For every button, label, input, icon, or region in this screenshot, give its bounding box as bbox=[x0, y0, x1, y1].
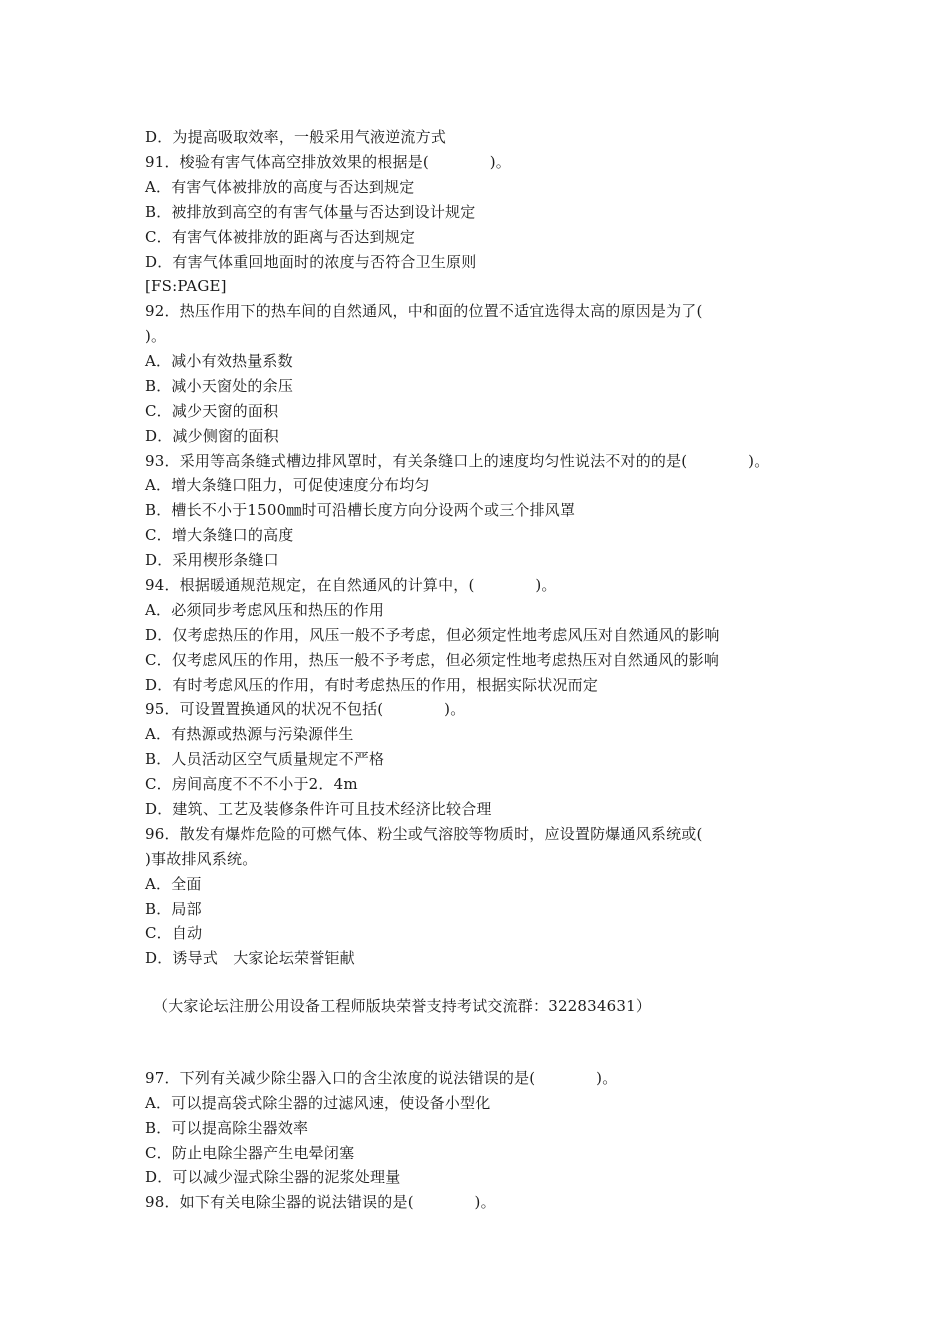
option-line: D．有时考虑风压的作用，有时考虑热压的作用，根据实际状况而定 bbox=[145, 676, 599, 694]
question-96-continued: )事故排风系统。 bbox=[145, 850, 258, 868]
option-line: A．全面 bbox=[145, 875, 202, 893]
text-line: D．为提高吸取效率，一般采用气液逆流方式 bbox=[145, 128, 447, 146]
option-line: A．必须同步考虑风压和热压的作用 bbox=[145, 601, 385, 619]
question-97: 97．下列有关减少除尘器入口的含尘浓度的说法错误的是( )。 bbox=[145, 1069, 618, 1087]
option-line: A．有害气体被排放的高度与否达到规定 bbox=[145, 178, 415, 196]
question-93: 93．采用等高条缝式槽边排风罩时，有关条缝口上的速度均匀性说法不对的的是( )。 bbox=[145, 452, 770, 470]
option-line: B．被排放到高空的有害气体量与否达到设计规定 bbox=[145, 203, 476, 221]
question-98: 98．如下有关电除尘器的说法错误的是( )。 bbox=[145, 1193, 496, 1211]
question-94: 94．根据暖通规范规定，在自然通风的计算中，( )。 bbox=[145, 576, 557, 594]
option-line: A．可以提高袋式除尘器的过滤风速，使设备小型化 bbox=[145, 1094, 491, 1112]
option-line: A．有热源或热源与污染源伴生 bbox=[145, 725, 354, 743]
option-line: D．诱导式 大家论坛荣誉钜献 bbox=[145, 949, 355, 967]
option-line: C．增大条缝口的高度 bbox=[145, 526, 294, 544]
group-note: （大家论坛注册公用设备工程师版块荣誉支持考试交流群：322834631） bbox=[153, 997, 652, 1015]
option-line: A．增大条缝口阻力，可促使速度分布均匀 bbox=[145, 476, 430, 494]
option-line: D．可以减少湿式除尘器的泥浆处理量 bbox=[145, 1168, 401, 1186]
option-line: C．自动 bbox=[145, 924, 203, 942]
question-91: 91．梭验有害气体高空排放效果的根据是( )。 bbox=[145, 153, 511, 171]
option-line: B．可以提高除尘器效率 bbox=[145, 1119, 309, 1137]
page-marker: [FS:PAGE] bbox=[145, 277, 227, 295]
option-line: D．建筑、工艺及装修条件许可且技术经济比较合理 bbox=[145, 800, 492, 818]
option-line: C．仅考虑风压的作用，热压一般不予考虑，但必须定性地考虑热压对自然通风的影响 bbox=[145, 651, 720, 669]
question-92: 92．热压作用下的热车间的自然通风，中和面的位置不适宜选得太高的原因是为了( bbox=[145, 302, 703, 320]
option-line: C．房间高度不不不小于2．4m bbox=[145, 775, 358, 793]
option-line: D．仅考虑热压的作用，风压一般不予考虑，但必须定性地考虑风压对自然通风的影响 bbox=[145, 626, 720, 644]
option-line: B．人员活动区空气质量规定不严格 bbox=[145, 750, 385, 768]
question-92-continued: )。 bbox=[145, 327, 167, 345]
option-line: C．有害气体被排放的距离与否达到规定 bbox=[145, 228, 416, 246]
option-line: D．有害气体重回地面时的浓度与否符合卫生原则 bbox=[145, 253, 477, 271]
option-line: C．防止电除尘器产生电晕闭塞 bbox=[145, 1144, 355, 1162]
option-line: C．减少天窗的面积 bbox=[145, 402, 279, 420]
question-95: 95．可设置置换通风的状况不包括( )。 bbox=[145, 700, 466, 718]
option-line: B．减小天窗处的余压 bbox=[145, 377, 294, 395]
option-line: A．减小有效热量系数 bbox=[145, 352, 293, 370]
option-line: D．采用楔形条缝口 bbox=[145, 551, 279, 569]
option-line: B．局部 bbox=[145, 900, 202, 918]
option-line: B．槽长不小于1500㎜时可沿槽长度方向分设两个或三个排风罩 bbox=[145, 501, 576, 519]
option-line: D．减少侧窗的面积 bbox=[145, 427, 279, 445]
question-96: 96．散发有爆炸危险的可燃气体、粉尘或气溶胶等物质时，应设置防爆通风系统或( bbox=[145, 825, 703, 843]
